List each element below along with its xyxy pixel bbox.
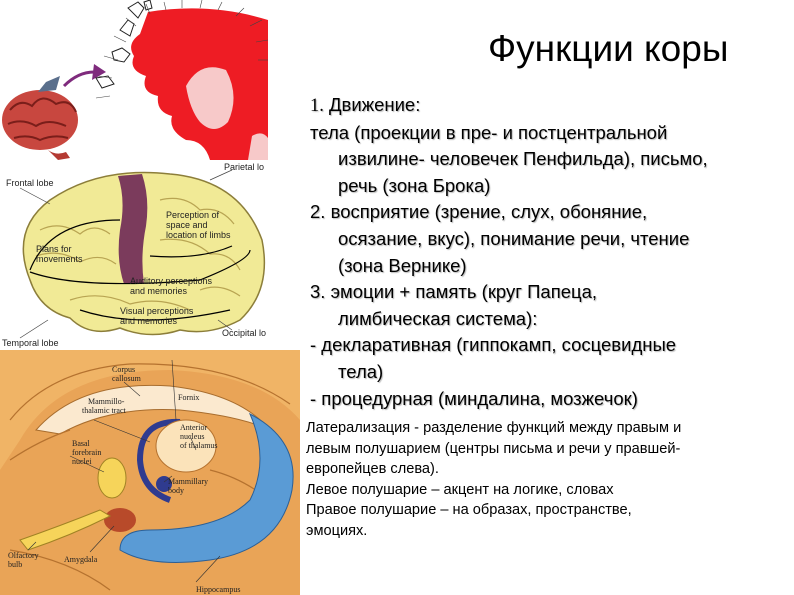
corpus-callosum-label-line: callosum: [112, 374, 141, 383]
text-line: левым полушарием (центры письма и речи у правшей-: [306, 440, 681, 457]
text-line: европейцев слева).: [306, 461, 439, 478]
list-line: речь (зона Брока): [338, 174, 491, 196]
list-item-1-heading: 1. Движение:: [310, 94, 421, 116]
homunculus-figure: [0, 0, 280, 160]
occipital-lobe-label: Occipital lo: [222, 328, 267, 338]
mammillothalamic-label-line: Mammillo-: [88, 397, 125, 406]
perception-space-label-line: location of limbs: [166, 230, 231, 240]
text-line: Латерализация - разделение функций между правым и: [306, 420, 682, 436]
basal-forebrain-label-line: forebrain: [72, 448, 102, 457]
fornix-label: Fornix: [178, 393, 200, 402]
amygdala-shape: [104, 508, 136, 532]
list-line: (зона Вернике): [338, 254, 467, 276]
olfactory-bulb-label-line: Olfactory: [8, 551, 39, 560]
auditory-label-line: Auditory perceptions: [130, 276, 213, 286]
small-brain-image: [2, 76, 78, 160]
slide-title: Функции коры: [488, 28, 729, 69]
list-line: - процедурная (миндалина, мозжечок): [310, 387, 638, 409]
list-line: извилине- человечек Пенфильда), письмо,: [338, 148, 708, 170]
frontal-lobe-label: Frontal lobe: [6, 178, 54, 188]
parietal-lobe-label: Parietal lo: [224, 162, 265, 172]
anterior-nucleus-label-line: of thalamus: [180, 441, 218, 450]
perception-space-label-line: Perception of: [166, 210, 220, 220]
hippocampus-label: Hippocampus: [196, 585, 241, 594]
basal-forebrain-label-line: nuclei: [72, 457, 92, 466]
mammillothalamic-label-line: thalamic tract: [82, 406, 126, 415]
cortex-section: [131, 8, 268, 160]
list-line: - декларативная (гиппокамп, сосцевидные: [310, 334, 677, 356]
mammillary-body-label-line: Mammillary: [168, 477, 208, 486]
limbic-system-figure: [0, 350, 300, 595]
anterior-nucleus-label-line: nucleus: [180, 432, 205, 441]
list-line: тела (проекции в пре- и постцентральной: [310, 121, 668, 143]
basal-forebrain-shape: [98, 458, 126, 498]
visual-label-line: Visual perceptions: [120, 306, 194, 316]
olfactory-bulb-label-line: bulb: [8, 560, 23, 569]
basal-forebrain-label-line: Basal: [72, 439, 90, 448]
list-line: лимбическая система):: [338, 307, 538, 329]
perception-space-label-line: space and: [166, 220, 208, 230]
amygdala-label: Amygdala: [64, 555, 98, 564]
visual-label-line: and memories: [120, 316, 178, 326]
mammillary-body-label-line: body: [168, 486, 184, 495]
list-line: тела): [338, 360, 384, 382]
lateralization-text: [306, 418, 786, 542]
temporal-lobe-label: Temporal lobe: [2, 338, 59, 348]
list-line: 3. эмоции + память (круг Папеца,: [310, 281, 598, 303]
text-line: Правое полушарие – на образах, пространстве,: [306, 502, 632, 519]
list-line: 2. восприятие (зрение, слух, обоняние,: [310, 201, 648, 223]
anterior-nucleus-label-line: Anterior: [180, 423, 208, 432]
functions-list: [310, 92, 785, 412]
corpus-callosum-label-line: Corpus: [112, 365, 136, 374]
auditory-label-line: and memories: [130, 286, 188, 296]
plans-label-line: Plans for: [36, 244, 72, 254]
plans-label-line: movements: [36, 254, 83, 264]
text-line: эмоциях.: [306, 522, 368, 539]
lateral-brain-figure: [0, 160, 275, 350]
text-line: Левое полушарие – акцент на логике, словах: [306, 481, 614, 498]
list-line: осязание, вкус), понимание речи, чтение: [338, 227, 690, 249]
